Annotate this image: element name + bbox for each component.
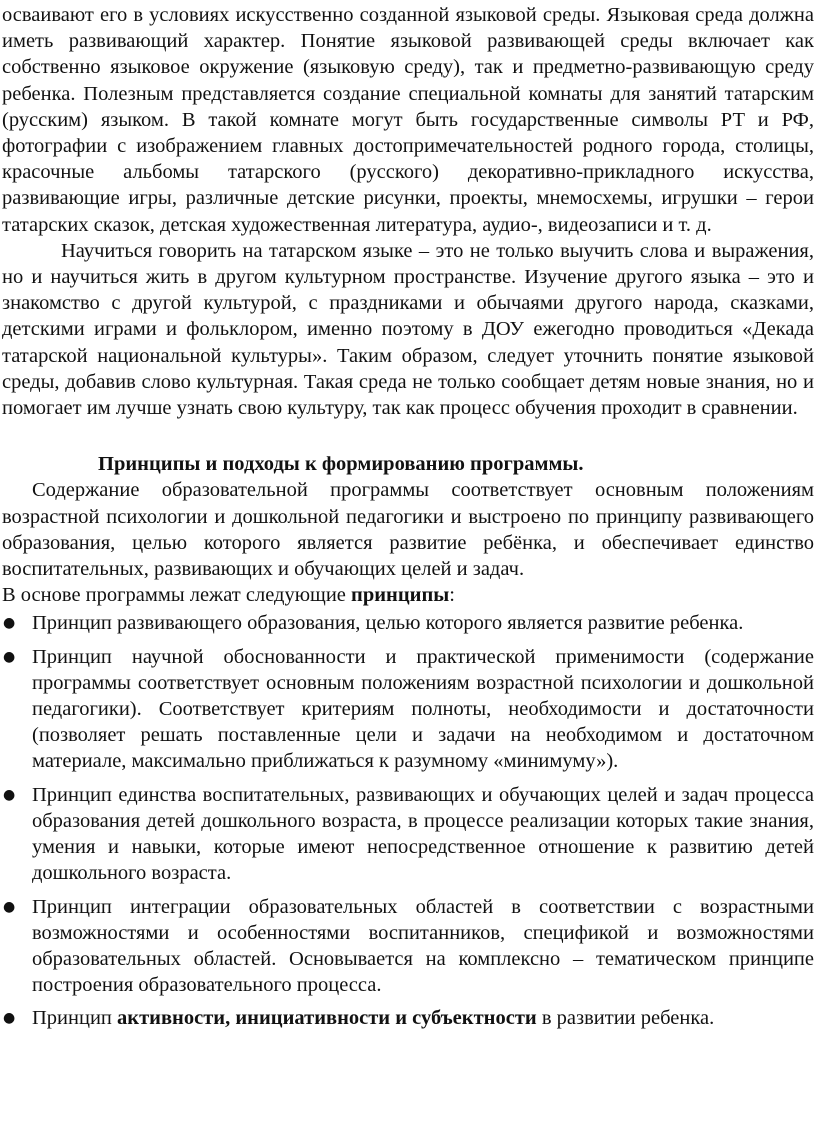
list-item [2, 610, 814, 636]
principles-intro-text: В основе программы лежат следующие [2, 584, 352, 607]
principle-text-after: в развитии ребенка. [536, 1007, 715, 1030]
bullet-icon: ● [3, 1010, 16, 1027]
paragraph-program-content: Содержание образовательной программы соответствует основным положениям возрастной психологии и дошкольной педагогики и выстроено по принципу развивающего образования, целью которого является развитие ребёнка, и обеспечивает единство воспитательных, развивающих и обучающих целей и задач. [2, 479, 814, 581]
principles-intro-bold: принципы [351, 584, 450, 607]
principle-text: Принцип развивающего образования, целью которого является развитие ребенка. [32, 612, 744, 635]
bullet-icon: ● [3, 615, 16, 632]
principles-intro-colon: : [449, 584, 455, 607]
principle-text-bold: активности, инициативности и субъектности [117, 1007, 537, 1030]
principles-list [2, 610, 814, 1031]
principle-text: Принцип единства воспитательных, развивающих и обучающих целей и задач процесса образования детей дошкольного возраста, в процессе реализации которых такие знания, умения и навыки, которые имеют непосредственное отношение к развитию детей дошкольного возраста. [32, 783, 814, 885]
list-item [2, 894, 814, 999]
principle-text: Принцип научной обоснованности и практической применимости (содержание программы соответствует основным положениям возрастной психологии и дошкольной педагогики). Соответствует критериям полноты, необходимости и достаточности (позволяет решать поставленные цели и задачи на необходимом и достаточном материале, максимально приближаться к разумному «минимуму»). [32, 645, 814, 773]
paragraph-spacer [2, 421, 814, 447]
paragraph-cultural-space: Научиться говорить на татарском языке – это не только выучить слова и выражения, но и научиться жить в другом культурном пространстве. Изучение другого языка – это и знакомство с другой культурой, с праздниками и обычаями другого народа, сказками, детскими играми и фольклором, именно поэтому в ДОУ ежегодно проводиться «Декада татарской национальной культуры». Таким образом, следует уточнить понятие языковой среды, добавив слово культурная. Такая среда не только сообщает детям новые знания, но и помогает им лучше узнать свою культуру, так как процесс обучения проходит в сравнении. [2, 239, 814, 420]
list-item [2, 1005, 814, 1031]
list-item [2, 644, 814, 775]
bullet-icon: ● [3, 648, 16, 665]
bullet-icon: ● [3, 786, 16, 803]
paragraph-principles-intro [2, 582, 814, 608]
bullet-icon: ● [3, 898, 16, 915]
principle-text-before: Принцип [32, 1007, 118, 1030]
paragraph-language-environment: осваивают его в условиях искусственно созданной языковой среды. Языковая среда должна иметь развивающий характер. Понятие языковой развивающей среды включает как собственно языковое окружение (языковую среду), так и предметно-развивающую среду ребенка. Полезным представляется создание специальной комнаты для занятий татарским (русским) языком. В такой комнате могут быть государственные символы РТ и РФ, фотографии с изображением главных достопримечательностей родного города, столицы, красочные альбомы татарского (русского) декоративно-прикладного искусства, развивающие игры, различные детские рисунки, проекты, мнемосхемы, игрушки – герои татарских сказок, детская художественная литература, аудио-, видеозаписи и т. д. [2, 4, 814, 236]
list-item [2, 782, 814, 887]
principle-text: Принцип интеграции образовательных областей в соответствии с возрастными возможностями и особенностями воспитанников, спецификой и возможностями образовательных областей. Основывается на комплексно – тематическом принципе построения образовательного процесса. [32, 895, 814, 997]
section-heading: Принципы и подходы к формированию программы. [98, 453, 584, 476]
